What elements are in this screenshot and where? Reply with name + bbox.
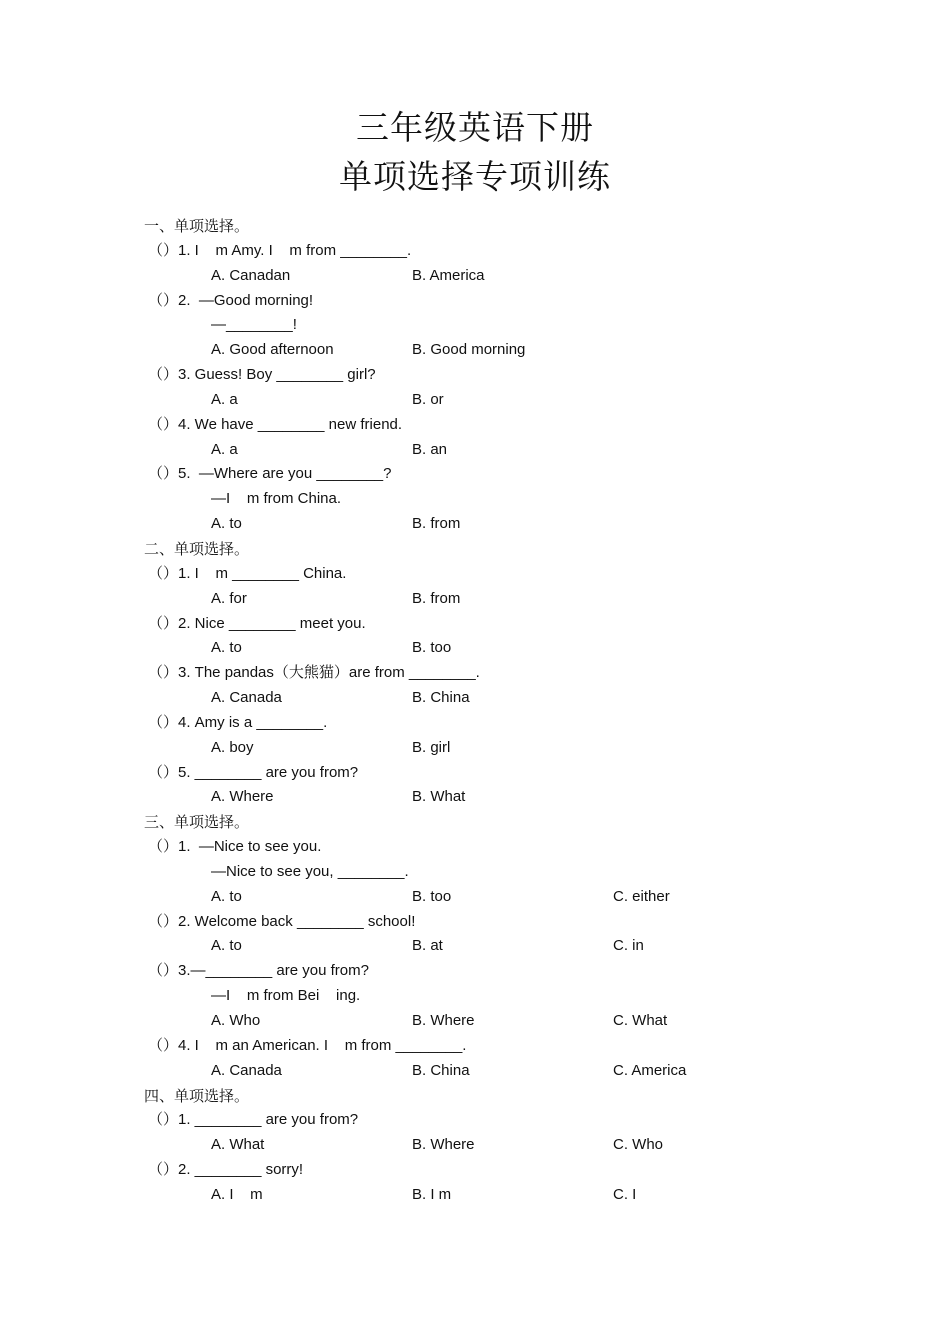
option-b: B. too	[412, 887, 452, 905]
option-b: B. I m	[412, 1185, 452, 1203]
dialogue-reply: —Nice to see you, ________.	[211, 862, 409, 880]
question-text: （）2. ________ sorry!	[148, 1161, 304, 1179]
answer-options	[0, 686, 950, 711]
option-a: A. to	[211, 937, 242, 955]
section-heading: 二、单项选择。	[144, 539, 250, 558]
answer-options	[0, 1183, 950, 1208]
answer-options	[0, 785, 950, 810]
option-a: A. to	[211, 639, 242, 657]
answer-options	[0, 636, 950, 661]
dialogue-reply: —I m from China.	[211, 490, 342, 508]
section-heading: 四、单项选择。	[144, 1086, 250, 1105]
option-a: A. for	[211, 589, 247, 607]
option-a: A. Canada	[211, 689, 282, 707]
question-text: （）4. I m an American. I m from ________.	[148, 1036, 467, 1054]
question-text: （）4. Amy is a ________.	[148, 713, 328, 731]
option-a: A. I m	[211, 1185, 263, 1203]
question-text: （）1. I m ________ China.	[148, 564, 347, 582]
option-b: B. What	[412, 788, 466, 806]
option-b: B. an	[412, 440, 448, 458]
answer-options	[0, 264, 950, 289]
question-text: （）2. Nice ________ meet you.	[148, 614, 366, 632]
option-c: C. either	[613, 887, 670, 905]
option-a: A. Canada	[211, 1061, 282, 1079]
option-b: B. America	[412, 266, 485, 284]
question-text: （）1. I m Amy. I m from ________.	[148, 241, 412, 259]
option-a: A. to	[211, 515, 242, 533]
question-text: （）5. —Where are you ________?	[148, 465, 392, 483]
question-text: （）4. We have ________ new friend.	[148, 415, 403, 433]
option-a: A. Canadan	[211, 266, 291, 284]
option-b: B. Where	[412, 1012, 475, 1029]
answer-options	[0, 512, 950, 537]
question-text: （）2. —Good morning!	[148, 291, 314, 309]
section-heading: 三、单项选择。	[144, 813, 250, 832]
option-c: C. America	[613, 1061, 687, 1079]
option-b: B. China	[412, 1061, 470, 1079]
page-title: 三年级英语下册	[356, 108, 594, 147]
question-text: （）3. The pandas（大熊猫）are from ________.	[148, 664, 480, 682]
option-b: B. Good morning	[412, 341, 526, 359]
answer-options	[0, 587, 950, 612]
option-b: B. too	[412, 639, 452, 657]
page-subtitle: 单项选择专项训练	[339, 157, 611, 196]
option-b: B. from	[412, 589, 461, 607]
answer-options	[0, 1059, 950, 1084]
option-a: A. a	[211, 440, 238, 458]
question-text: （）1. —Nice to see you.	[148, 838, 322, 856]
dialogue-reply: —I m from Bei ing.	[211, 987, 361, 1005]
question-text: （）3. Guess! Boy ________ girl?	[148, 366, 376, 384]
option-b: B. China	[412, 689, 470, 707]
option-b: B. from	[412, 515, 461, 533]
option-c: C. I	[613, 1185, 637, 1203]
answer-options	[0, 438, 950, 463]
option-b: B. or	[412, 390, 444, 408]
option-a: A. Where	[211, 788, 274, 806]
option-a: A. a	[211, 390, 238, 408]
option-a: A. What	[211, 1136, 265, 1154]
question-text: （）5. ________ are you from?	[148, 763, 359, 781]
option-a: A. Who	[211, 1012, 261, 1029]
dialogue-reply: —________!	[211, 316, 297, 334]
exercise-content	[0, 214, 950, 1208]
option-b: B. girl	[412, 738, 451, 756]
option-c: C. in	[613, 937, 644, 955]
option-a: A. boy	[211, 738, 254, 756]
answer-options	[0, 1133, 950, 1158]
option-c: C. Who	[613, 1136, 664, 1154]
answer-options	[0, 736, 950, 761]
answer-options	[0, 388, 950, 413]
option-a: A. Good afternoon	[211, 341, 334, 359]
answer-options	[0, 885, 950, 910]
option-a: A. to	[211, 887, 242, 905]
option-b: B. Where	[412, 1136, 475, 1154]
option-c: C. What	[613, 1012, 668, 1029]
question-text: （）1. ________ are you from?	[148, 1111, 359, 1129]
answer-options	[0, 934, 950, 959]
question-text: （）3.—________ are you from?	[148, 962, 369, 980]
option-b: B. at	[412, 937, 443, 955]
section-heading: 一、单项选择。	[144, 217, 250, 235]
answer-options	[0, 338, 950, 363]
answer-options	[0, 1009, 950, 1034]
question-text: （）2. Welcome back ________ school!	[148, 912, 416, 930]
